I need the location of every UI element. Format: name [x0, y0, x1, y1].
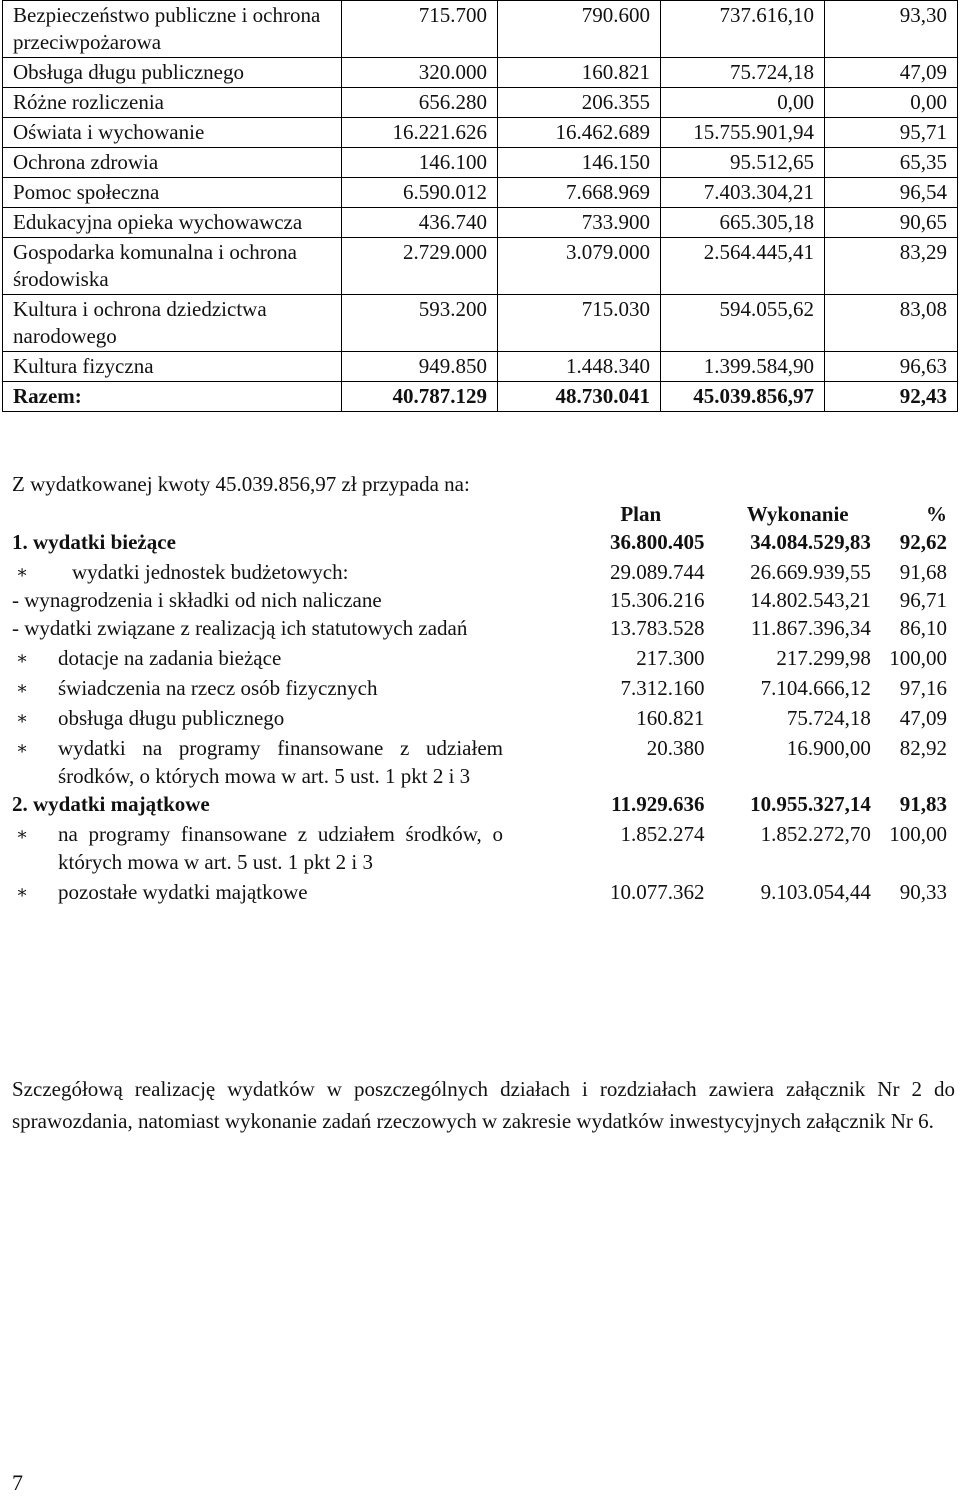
- row-plan: 949.850: [342, 352, 498, 382]
- row-executed: 15.755.901,94: [661, 118, 825, 148]
- row-label: - wynagrodzenia i składki od nich naliczane: [12, 588, 382, 612]
- row-plan: 13.783.528: [609, 616, 705, 640]
- row-plan: 160.821: [636, 706, 705, 730]
- header-plan: Plan: [620, 502, 662, 526]
- row-executed: 75.724,18: [661, 58, 825, 88]
- list-item: [12, 702, 947, 732]
- row-label: na programy finansowane z udziałem środków, o których mowa w art. 5 ust. 1 pkt 2 i 3: [58, 822, 503, 874]
- table-row: [3, 178, 958, 208]
- table-row: [3, 352, 958, 382]
- row-after-changes: 16.462.689: [498, 118, 661, 148]
- row-name: Bezpieczeństwo publiczne i ochrona przeciwpożarowa: [3, 1, 342, 58]
- row-executed: 665.305,18: [661, 208, 825, 238]
- row-percent: 83,08: [825, 295, 958, 352]
- row-percent: 95,71: [825, 118, 958, 148]
- row-executed: 34.084.529,83: [750, 530, 871, 554]
- list-item: [12, 818, 947, 876]
- row-name: Edukacyjna opieka wychowawcza: [3, 208, 342, 238]
- breakdown-intro: Z wydatkowanej kwoty 45.039.856,97 zł przypada na:: [12, 472, 470, 496]
- list-item: [12, 876, 947, 906]
- row-plan: 320.000: [342, 58, 498, 88]
- row-percent: 47,09: [899, 706, 947, 730]
- row-executed: 7.104.666,12: [760, 676, 871, 700]
- row-label: - wydatki związane z realizacją ich statutowych zadań: [12, 616, 468, 640]
- list-item: [12, 642, 947, 672]
- row-percent: 82,92: [899, 736, 947, 760]
- row-label: 1. wydatki bieżące: [12, 530, 176, 554]
- table-row: [3, 148, 958, 178]
- list-item: [12, 556, 947, 586]
- row-plan: 1.852.274: [620, 822, 705, 846]
- asterisk-bullet-icon: ∗: [16, 708, 29, 728]
- row-executed: 737.616,10: [661, 1, 825, 58]
- row-percent: 90,33: [899, 880, 947, 904]
- asterisk-bullet-icon: ∗: [16, 562, 29, 582]
- list-item: [12, 732, 947, 790]
- row-label: 2. wydatki majątkowe: [12, 792, 210, 816]
- row-executed: 594.055,62: [661, 295, 825, 352]
- row-plan: 217.300: [636, 646, 705, 670]
- asterisk-bullet-icon: ∗: [16, 738, 29, 758]
- table-row: [3, 208, 958, 238]
- page-number: 7: [12, 1470, 23, 1495]
- row-name: Pomoc społeczna: [3, 178, 342, 208]
- row-percent: 100,00: [889, 822, 947, 846]
- row-after-changes: 160.821: [498, 58, 661, 88]
- row-plan: 146.100: [342, 148, 498, 178]
- row-after-changes: 3.079.000: [498, 238, 661, 295]
- row-percent: 90,65: [825, 208, 958, 238]
- row-after-changes: 715.030: [498, 295, 661, 352]
- row-percent: 97,16: [899, 676, 947, 700]
- asterisk-bullet-icon: ∗: [16, 882, 29, 902]
- row-executed: 9.103.054,44: [760, 880, 871, 904]
- row-executed: 75.724,18: [786, 706, 871, 730]
- row-executed: 0,00: [661, 88, 825, 118]
- row-executed: 7.403.304,21: [661, 178, 825, 208]
- row-executed: 2.564.445,41: [661, 238, 825, 295]
- table-total-row: [3, 382, 958, 412]
- row-percent: 93,30: [825, 1, 958, 58]
- row-percent: 96,63: [825, 352, 958, 382]
- table-row: [3, 118, 958, 148]
- header-percent: %: [926, 502, 947, 526]
- row-percent: 91,83: [899, 792, 947, 816]
- row-name: Gospodarka komunalna i ochrona środowiska: [3, 238, 342, 295]
- breakdown-header-row: [12, 500, 947, 528]
- total-after-changes: 48.730.041: [498, 382, 661, 412]
- row-plan: 10.077.362: [609, 880, 705, 904]
- row-percent: 47,09: [825, 58, 958, 88]
- row-percent: 96,71: [899, 588, 947, 612]
- row-label: pozostałe wydatki majątkowe: [58, 880, 308, 904]
- capital-expenses-row: [12, 790, 947, 818]
- table-row: [3, 88, 958, 118]
- row-percent: 0,00: [825, 88, 958, 118]
- row-name: Obsługa długu publicznego: [3, 58, 342, 88]
- row-plan: 20.380: [646, 736, 705, 760]
- row-after-changes: 733.900: [498, 208, 661, 238]
- row-plan: 29.089.744: [609, 560, 705, 584]
- row-name: Ochrona zdrowia: [3, 148, 342, 178]
- breakdown-table: [12, 500, 947, 906]
- asterisk-bullet-icon: ∗: [16, 678, 29, 698]
- row-executed: 16.900,00: [786, 736, 871, 760]
- row-plan: 2.729.000: [342, 238, 498, 295]
- row-after-changes: 790.600: [498, 1, 661, 58]
- row-percent: 96,54: [825, 178, 958, 208]
- header-executed: Wykonanie: [746, 502, 849, 526]
- row-percent: 83,29: [825, 238, 958, 295]
- row-plan: 436.740: [342, 208, 498, 238]
- row-label: obsługa długu publicznego: [58, 706, 285, 730]
- row-executed: 95.512,65: [661, 148, 825, 178]
- row-label: świadczenia na rzecz osób fizycznych: [58, 676, 378, 700]
- table-row: [3, 295, 958, 352]
- row-label: wydatki na programy finansowane z udziałem środków, o których mowa w art. 5 ust. 1 pkt 2 i 3: [58, 736, 503, 788]
- budget-table: [2, 0, 958, 412]
- row-executed: 10.955.327,14: [750, 792, 871, 816]
- row-label: wydatki jednostek budżetowych:: [72, 560, 349, 584]
- row-plan: 36.800.405: [609, 530, 705, 554]
- table-row: [3, 58, 958, 88]
- row-plan: 6.590.012: [342, 178, 498, 208]
- row-after-changes: 7.668.969: [498, 178, 661, 208]
- row-percent: 86,10: [899, 616, 947, 640]
- row-plan: 593.200: [342, 295, 498, 352]
- row-label: dotacje na zadania bieżące: [58, 646, 282, 670]
- row-percent: 100,00: [889, 646, 947, 670]
- total-label: Razem:: [3, 382, 342, 412]
- current-expenses-row: [12, 528, 947, 556]
- row-percent: 65,35: [825, 148, 958, 178]
- row-percent: 91,68: [899, 560, 947, 584]
- row-after-changes: 146.150: [498, 148, 661, 178]
- row-after-changes: 206.355: [498, 88, 661, 118]
- list-item: [12, 614, 947, 642]
- row-name: Kultura fizyczna: [3, 352, 342, 382]
- asterisk-bullet-icon: ∗: [16, 824, 29, 844]
- list-item: [12, 586, 947, 614]
- list-item: [12, 672, 947, 702]
- table-row: [3, 1, 958, 58]
- row-plan: 656.280: [342, 88, 498, 118]
- row-plan: 15.306.216: [609, 588, 705, 612]
- row-after-changes: 1.448.340: [498, 352, 661, 382]
- asterisk-bullet-icon: ∗: [16, 648, 29, 668]
- row-plan: 11.929.636: [611, 792, 705, 816]
- row-name: Oświata i wychowanie: [3, 118, 342, 148]
- row-executed: 1.852.272,70: [760, 822, 871, 846]
- row-name: Kultura i ochrona dziedzictwa narodowego: [3, 295, 342, 352]
- row-plan: 16.221.626: [342, 118, 498, 148]
- row-executed: 14.802.543,21: [750, 588, 871, 612]
- row-plan: 7.312.160: [620, 676, 705, 700]
- total-executed: 45.039.856,97: [661, 382, 825, 412]
- summary-paragraph: Szczegółową realizację wydatków w poszczególnych działach i rozdziałach zawiera załącznik Nr 2 do sprawozdania, natomiast wykonanie zadań rzeczowych w zakresie wydatków inwestycyjnych załącznik Nr 6.: [12, 1077, 955, 1133]
- table-row: [3, 238, 958, 295]
- total-plan: 40.787.129: [342, 382, 498, 412]
- row-name: Różne rozliczenia: [3, 88, 342, 118]
- row-executed: 1.399.584,90: [661, 352, 825, 382]
- row-plan: 715.700: [342, 1, 498, 58]
- row-executed: 217.299,98: [776, 646, 871, 670]
- row-percent: 92,62: [899, 530, 947, 554]
- row-executed: 11.867.396,34: [750, 616, 871, 640]
- total-percent: 92,43: [825, 382, 958, 412]
- row-executed: 26.669.939,55: [750, 560, 871, 584]
